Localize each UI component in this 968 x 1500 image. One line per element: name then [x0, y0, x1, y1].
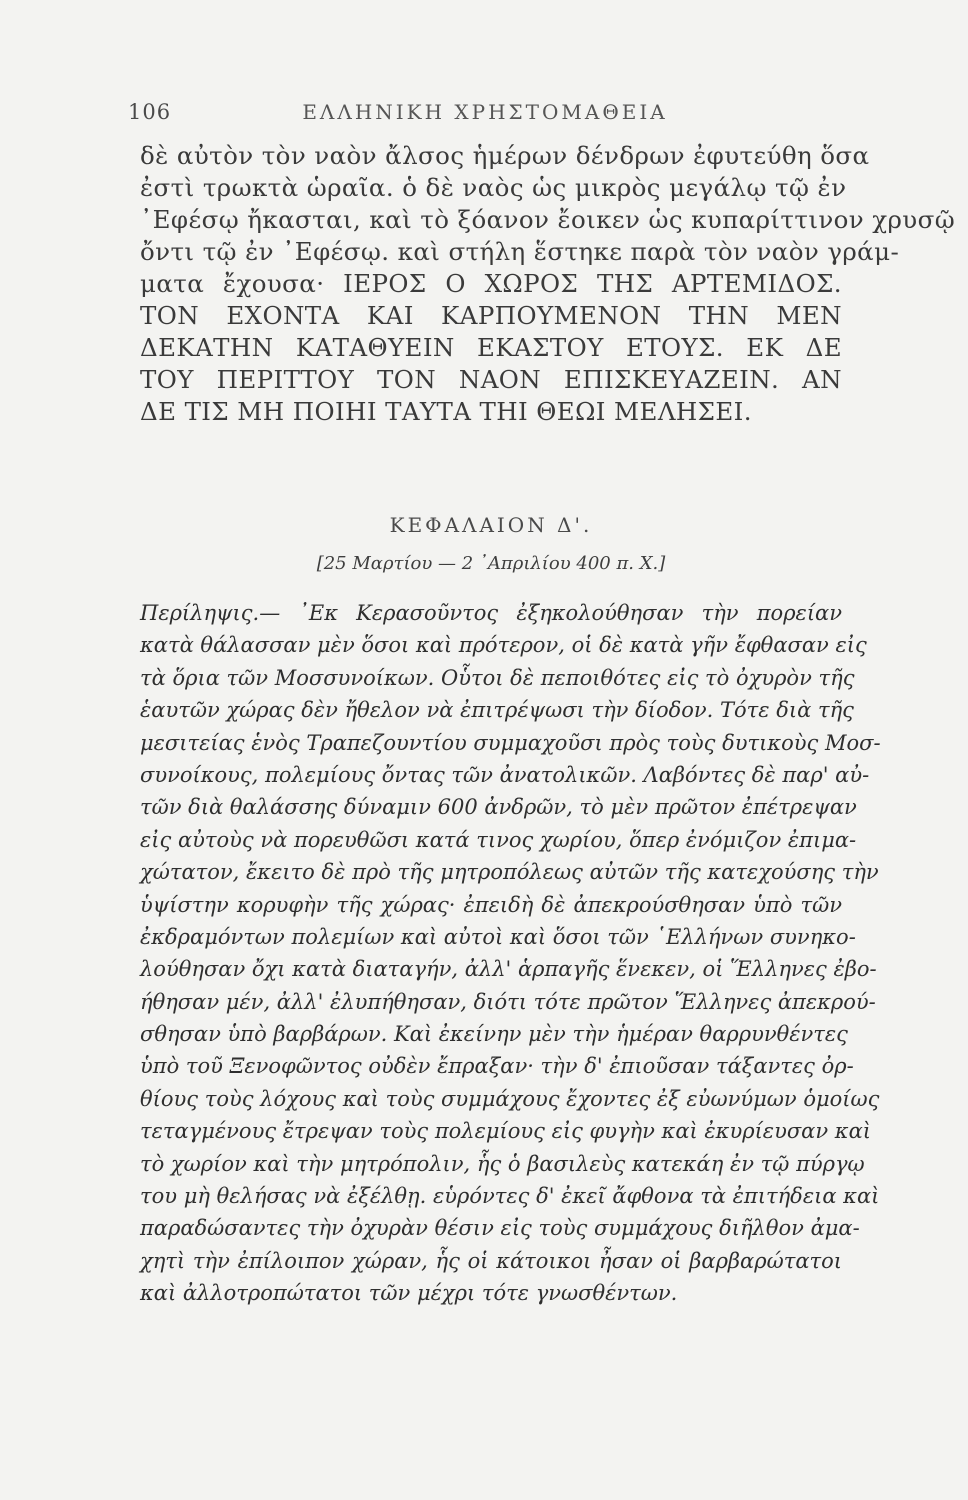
summary-line: του μὴ θελήσας νὰ ἐξέλθῃ. εὑρόντες δ' ἐκεῖ ἄφθονα τὰ ἐπιτήδεια καὶ: [140, 1184, 880, 1209]
summary-line: καὶ ἀλλοτροπώτατοι τῶν μέχρι τότε γνωσθέντων.: [140, 1281, 678, 1306]
page-header: [128, 100, 842, 130]
page-number: 106: [128, 100, 172, 124]
summary-line: τὰ ὅρια τῶν Μοσσυνοίκων. Οὗτοι δὲ πεποιθότες εἰς τὸ ὀχυρὸν τῆς: [140, 665, 855, 690]
summary-line: μεσιτείας ἑνὸς Τραπεζουντίου συμμαχοῦσι πρὸς τοὺς δυτικοὺς Μοσ-: [140, 730, 881, 755]
summary-line: ἐκδραμόντων πολεμίων καὶ αὐτοὶ καὶ ὅσοι τῶν ῾Ελλήνων συνηκο-: [140, 924, 856, 949]
inscription-line: ΔΕ ΤΙΣ ΜΗ ΠΟΙΗΙ ΤΑΥΤΑ ΤΗΙ ΘΕΩΙ ΜΕΛΗΣΕΙ.: [140, 397, 752, 426]
text-line: ὄντι τῷ ἐν ᾿Εφέσῳ. καὶ στήλη ἕστηκε παρὰ τὸν ναὸν γράμ-: [140, 237, 900, 266]
summary-line: εἰς αὐτοὺς νὰ πορευθῶσι κατά τινος χωρίου, ὅπερ ἐνόμιζον ἐπιμα-: [140, 827, 857, 852]
summary-line: σθησαν ὑπὸ βαρβάρων. Καὶ ἐκείνην μὲν τὴν ἡμέραν θαρρυνθέντες: [140, 1022, 848, 1047]
chapter-date: [25 Μαρτίου — 2 ᾿Απριλίου 400 π. Χ.]: [316, 553, 666, 574]
summary-line: χώτατον, ἔκειτο δὲ πρὸ τῆς μητροπόλεως αὐτῶν τῆς κατεχούσης τὴν: [140, 860, 879, 885]
summary-line: παραδώσαντες τὴν ὀχυρὰν θέσιν εἰς τοὺς συμμάχους διῆλθον ἀμα-: [140, 1216, 860, 1241]
text-line: ἐστὶ τρωκτὰ ὡραῖα. ὁ δὲ ναὸς ὡς μικρὸς μεγάλῳ τῷ ἐν: [140, 173, 847, 202]
inscription-passage: [140, 140, 956, 428]
summary-line: ήθησαν μέν, ἀλλ' ἐλυπήθησαν, διότι τότε πρῶτον Ἕλληνες ἀπεκρού-: [140, 989, 876, 1014]
text-line: δὲ αὐτὸν τὸν ναὸν ἄλσος ἡμέρων δένδρων ἐφυτεύθη ὅσα: [140, 141, 870, 170]
summary-line: χητὶ τὴν ἐπίλοιπον χώραν, ἧς οἱ κάτοικοι ἦσαν οἱ βαρβαρώτατοι: [140, 1248, 842, 1273]
summary-line: ὑπὸ τοῦ Ξενοφῶντος οὐδὲν ἔπραξαν· τὴν δ' ἐπιοῦσαν τάξαντες ὀρ-: [140, 1054, 854, 1079]
summary-passage: [140, 597, 881, 1310]
chapter-title: ΚΕΦΑΛΑΙΟΝ Δ'.: [389, 513, 593, 537]
inscription-line: ΔΕΚΑΤΗΝ ΚΑΤΑΘΥΕΙΝ ΕΚΑΣΤΟΥ ΕΤΟΥΣ. ΕΚ ΔΕ: [140, 333, 842, 362]
summary-line: Περίληψις.— ᾿Εκ Κερασοῦντος ἐξηκολούθησαν τὴν πορείαν: [140, 601, 842, 625]
text-line: ᾿Εφέσῳ ἤκασται, καὶ τὸ ξόανον ἔοικεν ὡς κυπαρίττινον χρυσῷ: [140, 205, 956, 234]
summary-line: τὸ χωρίον καὶ τὴν μητρόπολιν, ἧς ὁ βασιλεὺς κατεκάη ἐν τῷ πύργῳ: [140, 1151, 865, 1176]
summary-line: ὑψίστην κορυφὴν τῆς χώρας· ἐπειδὴ δὲ ἀπεκρούσθησαν ὑπὸ τῶν: [140, 892, 842, 917]
text-line: ματα ἔχουσα· ΙΕΡΟΣ Ο ΧΩΡΟΣ ΤΗΣ ΑΡΤΕΜΙΔΟΣ.: [140, 269, 842, 298]
inscription-line: ΤΟΥ ΠΕΡΙΤΤΟΥ ΤΟΝ ΝΑΟΝ ΕΠΙΣΚΕΥΑΖΕΙΝ. ΑΝ: [140, 365, 842, 394]
running-title: ΕΛΛΗΝΙΚΗ ΧΡΗΣΤΟΜΑΘΕΙΑ: [302, 100, 668, 124]
summary-line: τῶν διὰ θαλάσσης δύναμιν 600 ἀνδρῶν, τὸ μὲν πρῶτον ἐπέτρεψαν: [140, 795, 857, 820]
summary-line: λούθησαν ὄχι κατὰ διαταγήν, ἀλλ' ἁρπαγῆς ἕνεκεν, οἱ Ἕλληνες ἐβο-: [140, 957, 877, 982]
summary-line: θίους τοὺς λόχους καὶ τοὺς συμμάχους ἔχοντες ἐξ εὐωνύμων ὁμοίως: [140, 1086, 880, 1111]
summary-line: συνοίκους, πολεμίους ὄντας τῶν ἀνατολικῶν. Λαβόντες δὲ παρ' αὐ-: [140, 762, 870, 787]
inscription-line: ΤΟΝ ΕΧΟΝΤΑ ΚΑΙ ΚΑΡΠΟΥΜΕΝΟΝ ΤΗΝ ΜΕΝ: [140, 301, 842, 330]
summary-line: ἑαυτῶν χώρας δὲν ἤθελον νὰ ἐπιτρέψωσι τὴν δίοδον. Τότε διὰ τῆς: [140, 698, 854, 723]
summary-line: τεταγμένους ἔτρεψαν τοὺς πολεμίους εἰς φυγὴν καὶ ἐκυρίευσαν καὶ: [140, 1119, 871, 1144]
summary-line: κατὰ θάλασσαν μὲν ὅσοι καὶ πρότερον, οἱ δὲ κατὰ γῆν ἔφθασαν εἰς: [140, 633, 867, 658]
